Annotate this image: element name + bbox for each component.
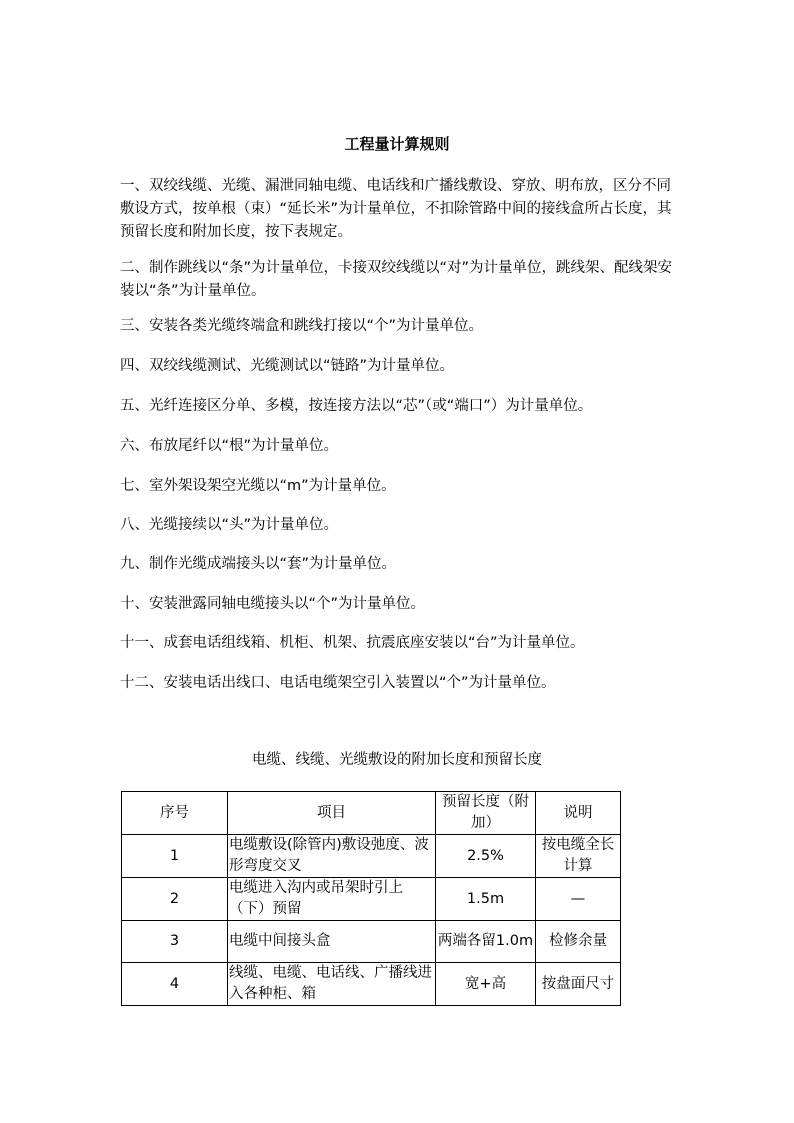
cell-note: 按盘面尺寸 [536,963,621,1006]
cell-item: 电缆进入沟内或吊架时引上（下）预留 [228,878,436,921]
table-header-row [122,792,621,835]
rule-1: 一、双绞线缆、光缆、漏泄同轴电缆、电话线和广播线敷设、穿放、明布放，区分不同敷设方式，按单根（束）“延长米”为计量单位，不扣除管路中间的接线盒所占长度，其预留长度和附加长度，按下表规定。 [120,178,672,240]
cell-length: 1.5m [436,878,536,921]
table-row [122,921,621,963]
rule-10: 十、安装泄露同轴电缆接头以“个”为计量单位。 [120,596,426,612]
cell-no: 1 [122,835,228,878]
cell-no: 3 [122,921,228,963]
table-row [122,835,621,878]
cell-item: 线缆、电缆、电话线、广播线进入各种柜、箱 [228,963,436,1006]
rule-6: 六、布放尾纤以“根”为计量单位。 [120,438,339,454]
rule-9: 九、制作光缆成端接头以“套”为计量单位。 [120,556,397,572]
rule-5: 五、光纤连接区分单、多模，按连接方法以“芯”（或“端口”）为计量单位。 [120,398,593,414]
length-table [121,791,621,1006]
header-no: 序号 [122,792,228,835]
rule-8: 八、光缆接续以“头”为计量单位。 [120,517,339,533]
table-caption: 电缆、线缆、光缆敷设的附加长度和预留长度 [252,752,542,768]
header-length: 预留长度（附加） [436,792,536,835]
cell-no: 2 [122,878,228,921]
rule-12: 十二、安装电话出线口、电话电缆架空引入装置以“个”为计量单位。 [120,675,556,691]
cell-item: 电缆中间接头盒 [228,921,436,963]
cell-item: 电缆敷设(除管内)敷设弛度、波形弯度交叉 [228,835,436,878]
rule-4: 四、双绞线缆测试、光缆测试以“链路”为计量单位。 [120,358,455,374]
rule-3: 三、安装各类光缆终端盒和跳线打接以“个”为计量单位。 [120,318,484,334]
page-title: 工程量计算规则 [344,135,450,153]
rule-7: 七、室外架设架空光缆以“m”为计量单位。 [120,478,396,494]
cell-length: 两端各留1.0m [436,921,536,963]
header-note: 说明 [536,792,621,835]
rule-11: 十一、成套电话组线箱、机柜、机架、抗震底座安装以“台”为计量单位。 [120,635,585,651]
cell-note: — [536,878,621,921]
header-item: 项目 [228,792,436,835]
cell-note: 按电缆全长计算 [536,835,621,878]
cell-note: 检修余量 [536,921,621,963]
cell-no: 4 [122,963,228,1006]
table-row [122,963,621,1006]
cell-length: 2.5% [436,835,536,878]
cell-length: 宽+高 [436,963,536,1006]
table-row [122,878,621,921]
rule-2: 二、制作跳线以“条”为计量单位，卡接双绞线缆以“对”为计量单位，跳线架、配线架安装以“条”为计量单位。 [120,260,673,299]
